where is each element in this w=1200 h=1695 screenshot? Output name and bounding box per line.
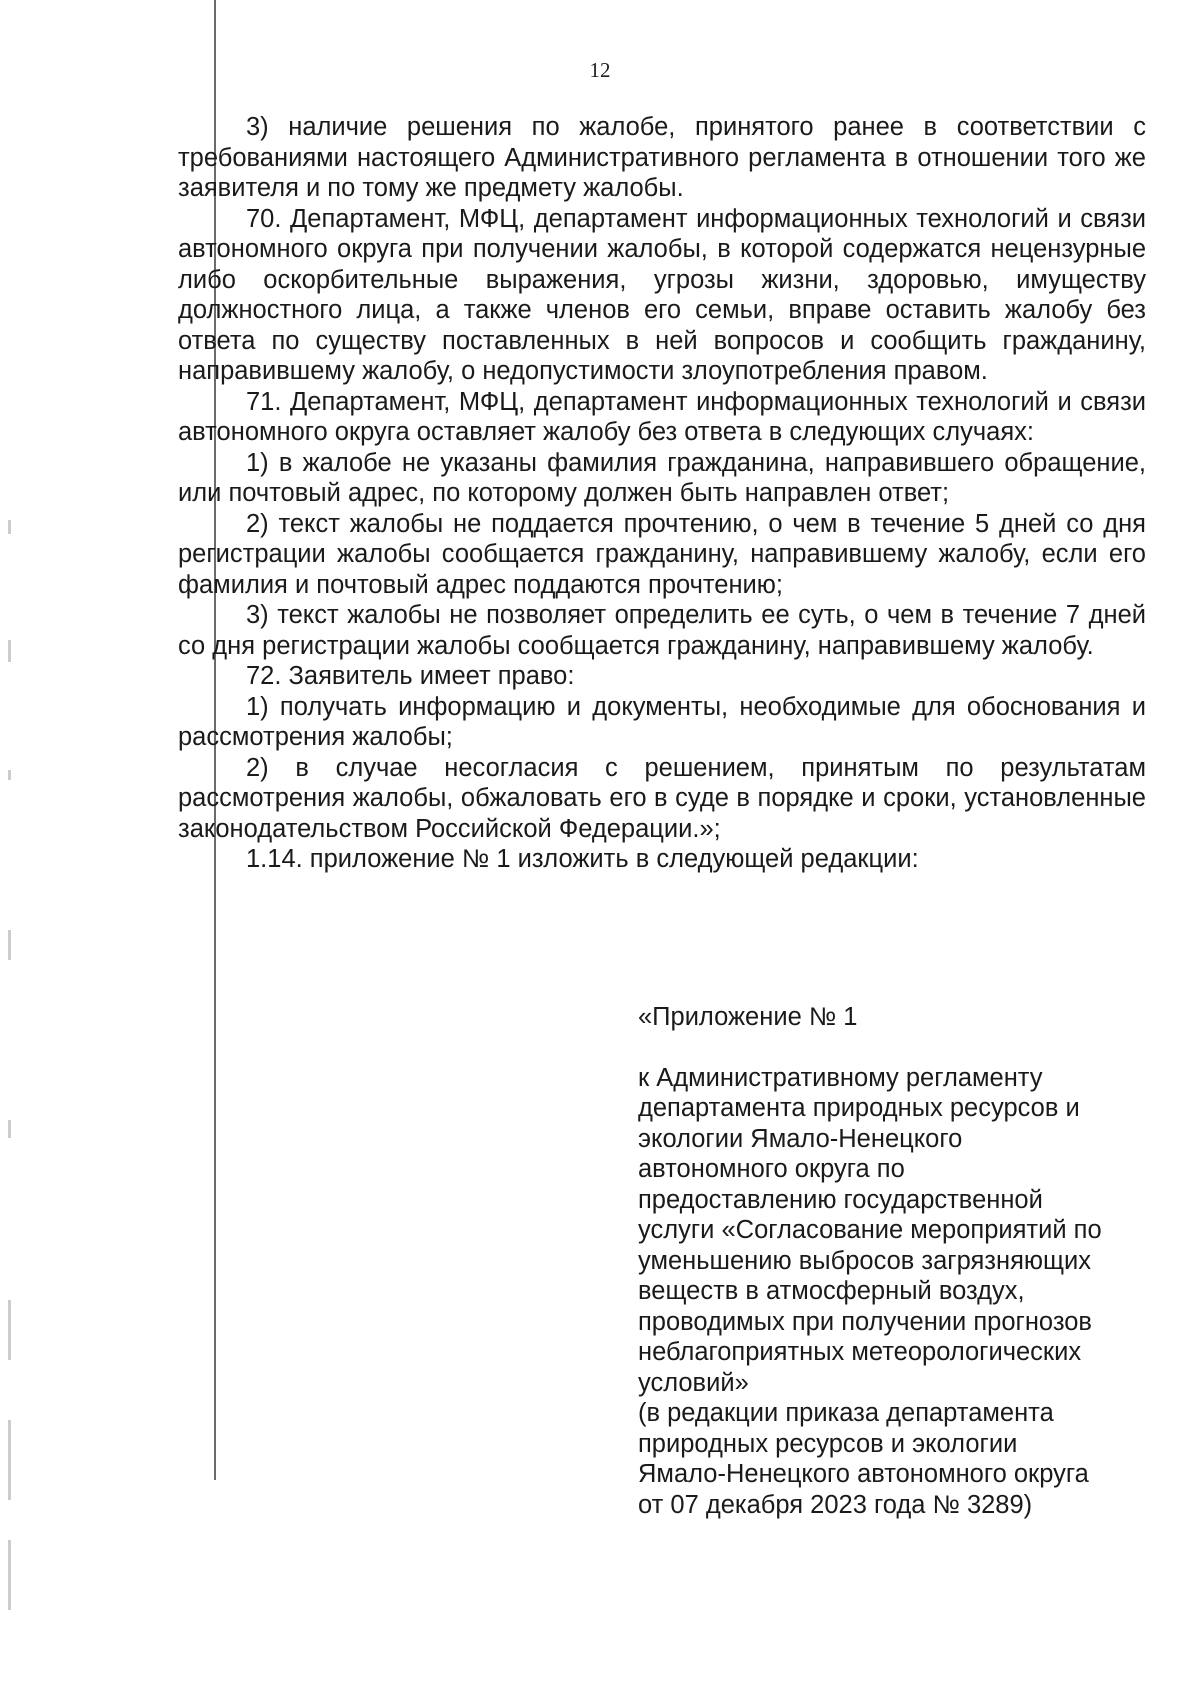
- appendix-block: [638, 1002, 1158, 1520]
- paragraph-71: 71. Департамент, МФЦ, департамент информационных технологий и связи автономного округа оставляет жалобу без ответа в следующих случаях:: [178, 387, 1146, 446]
- paragraph-72: 72. Заявитель имеет право:: [246, 662, 575, 690]
- appendix-line: условий»: [638, 1368, 749, 1397]
- paragraph-1-14: 1.14. приложение № 1 изложить в следующей редакции:: [246, 845, 919, 873]
- paragraph-72-item-1: 1) получать информацию и документы, необходимые для обоснования и рассмотрения жалобы;: [178, 692, 1146, 751]
- appendix-line: (в редакции приказа департамента: [638, 1399, 1054, 1427]
- appendix-line: неблагоприятных метеорологических: [638, 1338, 1082, 1366]
- appendix-line: департамента природных ресурсов и: [638, 1094, 1080, 1122]
- appendix-line: экологии Ямало-Ненецкого: [638, 1124, 963, 1153]
- appendix-spacer: [638, 1033, 1158, 1063]
- appendix-line: уменьшению выбросов загрязняющих: [638, 1246, 1091, 1275]
- paragraph-71-item-1: 1) в жалобе не указаны фамилия гражданина, направившего обращение, или почтовый адрес, по которому должен быть направлен ответ;: [178, 448, 1146, 507]
- appendix-title: «Приложение № 1: [638, 1003, 858, 1031]
- paragraph-71-item-3: 3) текст жалобы не позволяет определить ее суть, о чем в течение 7 дней со дня регистрации жалобы сообщается гражданину, направившему жалобу.: [178, 601, 1146, 660]
- appendix-line: проводимых при получении прогнозов: [638, 1307, 1092, 1336]
- paragraph-70: 70. Департамент, МФЦ, департамент информационных технологий и связи автономного округа при получении жалобы, в которой содержатся нецензурные либо оскорбительные выражения, угрозы жизни, здоровью, имуществу должностного лица, а также членов его семьи, вправе оставить жалобу без ответа по существу поставленных в ней вопросов и сообщить гражданину, направившему жалобу, о недопустимости злоупотребления правом.: [178, 204, 1146, 385]
- appendix-line: природных ресурсов и экологии: [638, 1429, 1018, 1458]
- appendix-line: к Административному регламенту: [638, 1063, 1043, 1092]
- paragraph-72-item-2: 2) в случае несогласия с решением, принятым по результатам рассмотрения жалобы, обжаловать его в суде в порядке и сроки, установленные законодательством Российской Федерации.»;: [178, 753, 1146, 843]
- paragraph-71-item-2: 2) текст жалобы не поддается прочтению, о чем в течение 5 дней со дня регистрации жалобы сообщается гражданину, направившему жалобу, если его фамилия и почтовый адрес поддаются прочтению;: [178, 509, 1146, 599]
- appendix-line: автономного округа по: [638, 1155, 905, 1183]
- appendix-line: Ямало-Ненецкого автономного округа: [638, 1460, 1089, 1488]
- body-text: [178, 112, 1146, 875]
- page-number: 12: [589, 58, 611, 82]
- appendix-line: предоставлению государственной: [638, 1185, 1043, 1214]
- scan-edge-noise: [0, 0, 20, 1695]
- appendix-line: от 07 декабря 2023 года № 3289): [638, 1490, 1033, 1519]
- paragraph-item-3-conclusion: 3) наличие решения по жалобе, принятого ранее в соответствии с требованиями настоящего Административного регламента в отношении того же заявителя и по тому же предмету жалобы.: [178, 113, 1146, 202]
- appendix-line: услуги «Согласование мероприятий по: [638, 1216, 1102, 1244]
- appendix-line: веществ в атмосферный воздух,: [638, 1277, 1025, 1305]
